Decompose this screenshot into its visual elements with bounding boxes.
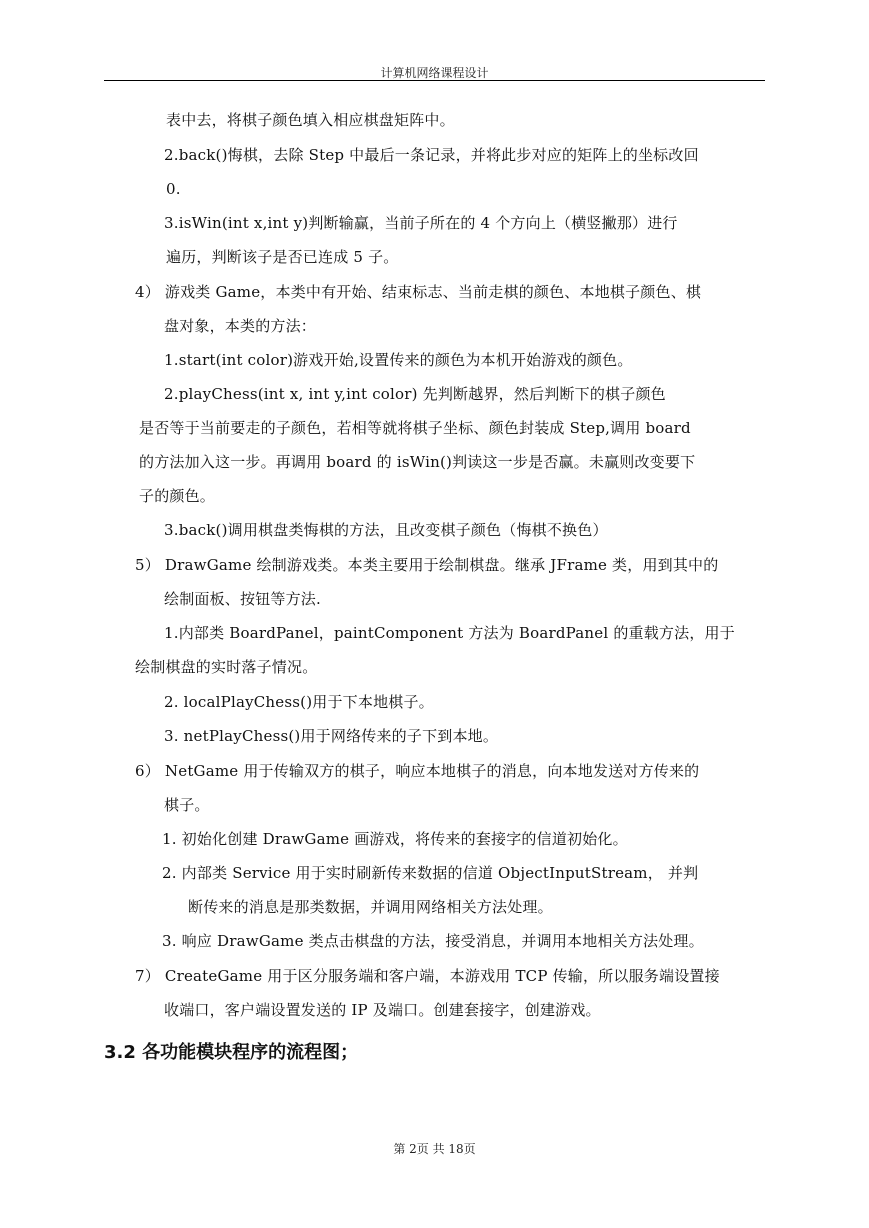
text-line: 0. xyxy=(166,180,181,198)
text-line: 遍历，判断该子是否已连成 5 子。 xyxy=(166,248,399,266)
text-line: 6） NetGame 用于传输双方的棋子，响应本地棋子的消息，向本地发送对方传来的 xyxy=(135,762,700,780)
text-line: 收端口，客户端设置发送的 IP 及端口。创建套接字，创建游戏。 xyxy=(164,1001,601,1019)
text-line: 1.内部类 BoardPanel，paintComponent 方法为 BoardPanel 的重载方法，用于 xyxy=(164,624,735,642)
text-line: 2.playChess(int x, int y,int color) 先判断越界，然后判断下的棋子颜色 xyxy=(164,385,666,403)
text-line: 3. netPlayChess()用于网络传来的子下到本地。 xyxy=(164,727,499,745)
text-line: 1.start(int color)游戏开始,设置传来的颜色为本机开始游戏的颜色。 xyxy=(164,351,633,369)
text-line: 绘制棋盘的实时落子情况。 xyxy=(135,658,318,676)
text-line: 是否等于当前要走的子颜色，若相等就将棋子坐标、颜色封装成 Step,调用 board xyxy=(139,419,691,437)
text-line: 3.back()调用棋盘类悔棋的方法，且改变棋子颜色（悔棋不换色） xyxy=(164,521,608,539)
text-line: 3. 响应 DrawGame 类点击棋盘的方法，接受消息，并调用本地相关方法处理。 xyxy=(162,932,704,950)
text-line: 1. 初始化创建 DrawGame 画游戏，将传来的套接字的信道初始化。 xyxy=(162,830,628,848)
text-line: 7） CreateGame 用于区分服务端和客户端，本游戏用 TCP 传输，所以服务端设置接 xyxy=(135,967,720,985)
text-line: 5） DrawGame 绘制游戏类。本类主要用于绘制棋盘。继承 JFrame 类，用到其中的 xyxy=(135,556,719,574)
text-line: 绘制面板、按钮等方法. xyxy=(164,590,321,608)
text-line: 断传来的消息是那类数据，并调用网络相关方法处理。 xyxy=(188,898,553,916)
text-line: 表中去，将棋子颜色填入相应棋盘矩阵中。 xyxy=(166,111,455,129)
text-line: 4） 游戏类 Game，本类中有开始、结束标志、当前走棋的颜色、本地棋子颜色、棋 xyxy=(135,283,702,301)
text-line: 的方法加入这一步。再调用 board 的 isWin()判读这一步是否赢。未赢则改变要下 xyxy=(139,453,696,471)
section-heading: 3.2 各功能模块程序的流程图； xyxy=(104,1042,359,1063)
text-line: 子的颜色。 xyxy=(139,487,216,505)
page-footer: 第 2页 共 18页 xyxy=(393,1142,476,1156)
text-line: 2. localPlayChess()用于下本地棋子。 xyxy=(164,693,434,711)
text-line: 盘对象，本类的方法： xyxy=(164,317,317,335)
header-rule xyxy=(104,80,765,81)
text-line: 3.isWin(int x,int y)判断输赢，当前子所在的 4 个方向上（横竖撇那）进行 xyxy=(164,214,678,232)
text-line: 棋子。 xyxy=(164,796,210,814)
page-header-title: 计算机网络课程设计 xyxy=(380,66,489,80)
text-line: 2. 内部类 Service 用于实时刷新传来数据的信道 ObjectInputStream， 并判 xyxy=(162,864,699,882)
text-line: 2.back()悔棋，去除 Step 中最后一条记录，并将此步对应的矩阵上的坐标改回 xyxy=(164,146,699,164)
